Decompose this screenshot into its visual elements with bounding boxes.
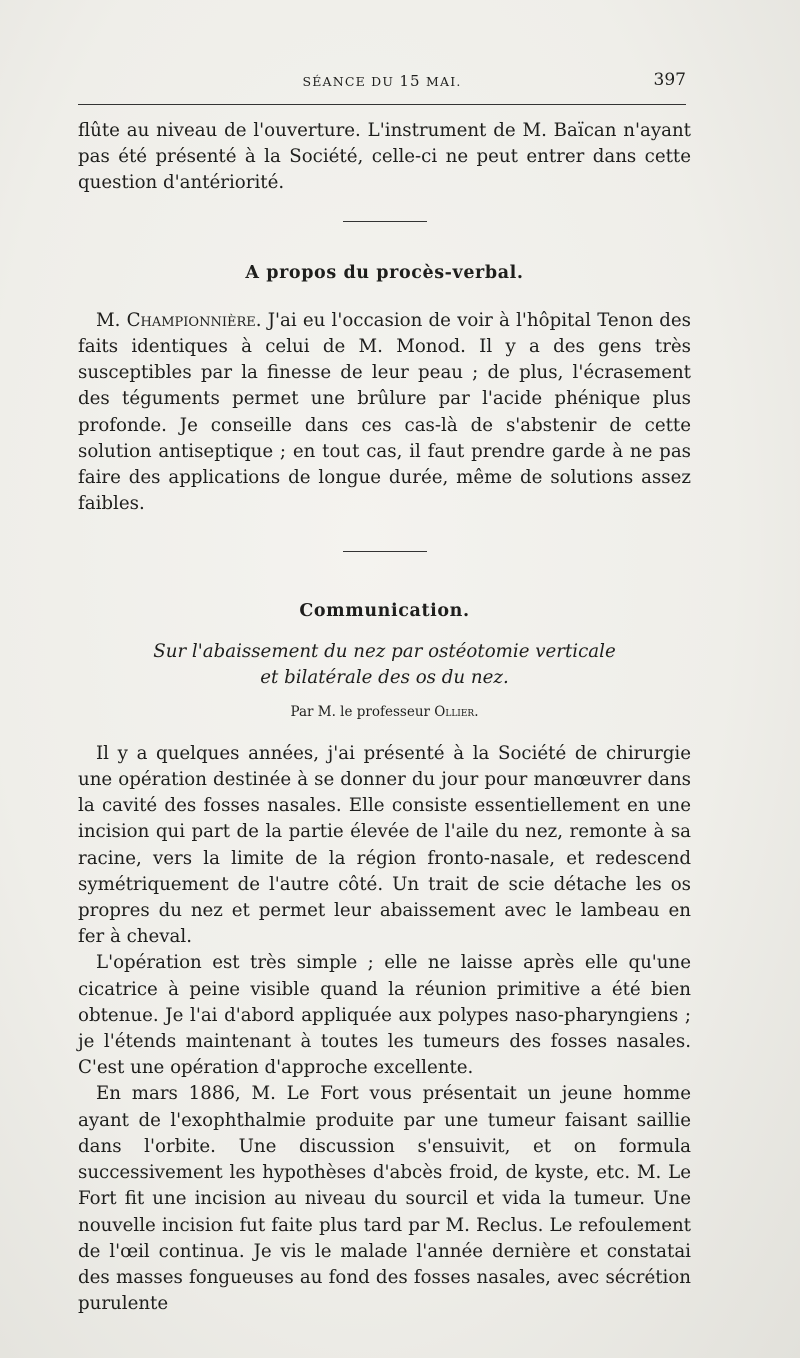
section-divider (343, 551, 427, 552)
byline-prefix: Par M. le professeur (290, 703, 435, 720)
section-heading-communication: Communication. (299, 601, 470, 622)
running-head-month: MAI. (420, 74, 462, 89)
communication-paragraph-2: L'opération est très simple ; elle ne laisse après elle qu'une cicatrice à peine visible quand la réunion primitive a été bien obtenue. Je l'ai d'abord appliquée aux polypes naso-pharyngiens ; je l'étends maintenant à toutes les tumeurs des fosses nasales. C'est une opération d'approche excellente. (78, 952, 691, 1079)
speaker-name: M. Championnière. (96, 309, 262, 331)
running-head-text: SÉANCE DU (302, 74, 400, 89)
speaker-text: J'ai eu l'occasion de voir à l'hôpital Tenon des faits identiques à celui de M. Monod. Il y a des gens très susceptibles par la finesse de leur peau ; de plus, l'écrasement des téguments permet une brûlure par l'acide phénique plus profonde. Je conseille dans ces cas-là de s'abstenir de cette solution antiseptique ; en tout cas, il faut prendre garde à ne pas faire des applications de longue durée, même de solutions assez faibles. (78, 309, 691, 515)
header-rule (78, 104, 686, 105)
byline (78, 699, 691, 725)
byline-author: Ollier. (434, 703, 479, 720)
page-header (78, 70, 686, 96)
communication-title-line2: et bilatérale des os du nez. (260, 666, 509, 688)
page-body (78, 118, 691, 1317)
page-number: 397 (653, 70, 686, 90)
communication-paragraph-3: En mars 1886, M. Le Fort vous présentait un jeune homme ayant de l'exophthalmie produite par une tumeur faisant saillie dans l'orbite. Une discussion s'ensuivit, et on formula successivement les hypothèses d'abcès froid, de kyste, etc. M. Le Fort fit une incision au niveau du sourcil et vida la tumeur. Une nouvelle incision fut faite plus tard par M. Reclus. Le refoulement de l'œil continua. Je vis le malade l'année dernière et constatai des masses fongueuses au fond des fosses nasales, avec sécrétion purulente (78, 1083, 691, 1315)
communication-paragraph-1: Il y a quelques années, j'ai présenté à la Société de chirurgie une opération destinée à se donner du jour pour manœuvrer dans la cavité des fosses nasales. Elle consiste essentiellement en une incision qui part de la partie élevée de l'aile du nez, remonte à sa racine, vers la limite de la région fronto-nasale, et redescend symétriquement de l'autre côté. Un trait de scie détache les os propres du nez et permet leur abaissement avec le lambeau en fer à cheval. (78, 742, 691, 948)
communication-title-line1: Sur l'abaissement du nez par ostéotomie verticale (153, 640, 616, 662)
running-head (78, 72, 686, 90)
running-head-day: 15 (399, 72, 421, 90)
championniere-paragraph (78, 308, 691, 518)
continuation-paragraph: flûte au niveau de l'ouverture. L'instrument de M. Baïcan n'ayant pas été présenté à la Société, celle-ci ne peut entrer dans cette question d'antériorité. (78, 120, 691, 194)
section-divider (343, 221, 427, 222)
section-heading-proces-verbal: A propos du procès-verbal. (245, 262, 524, 283)
